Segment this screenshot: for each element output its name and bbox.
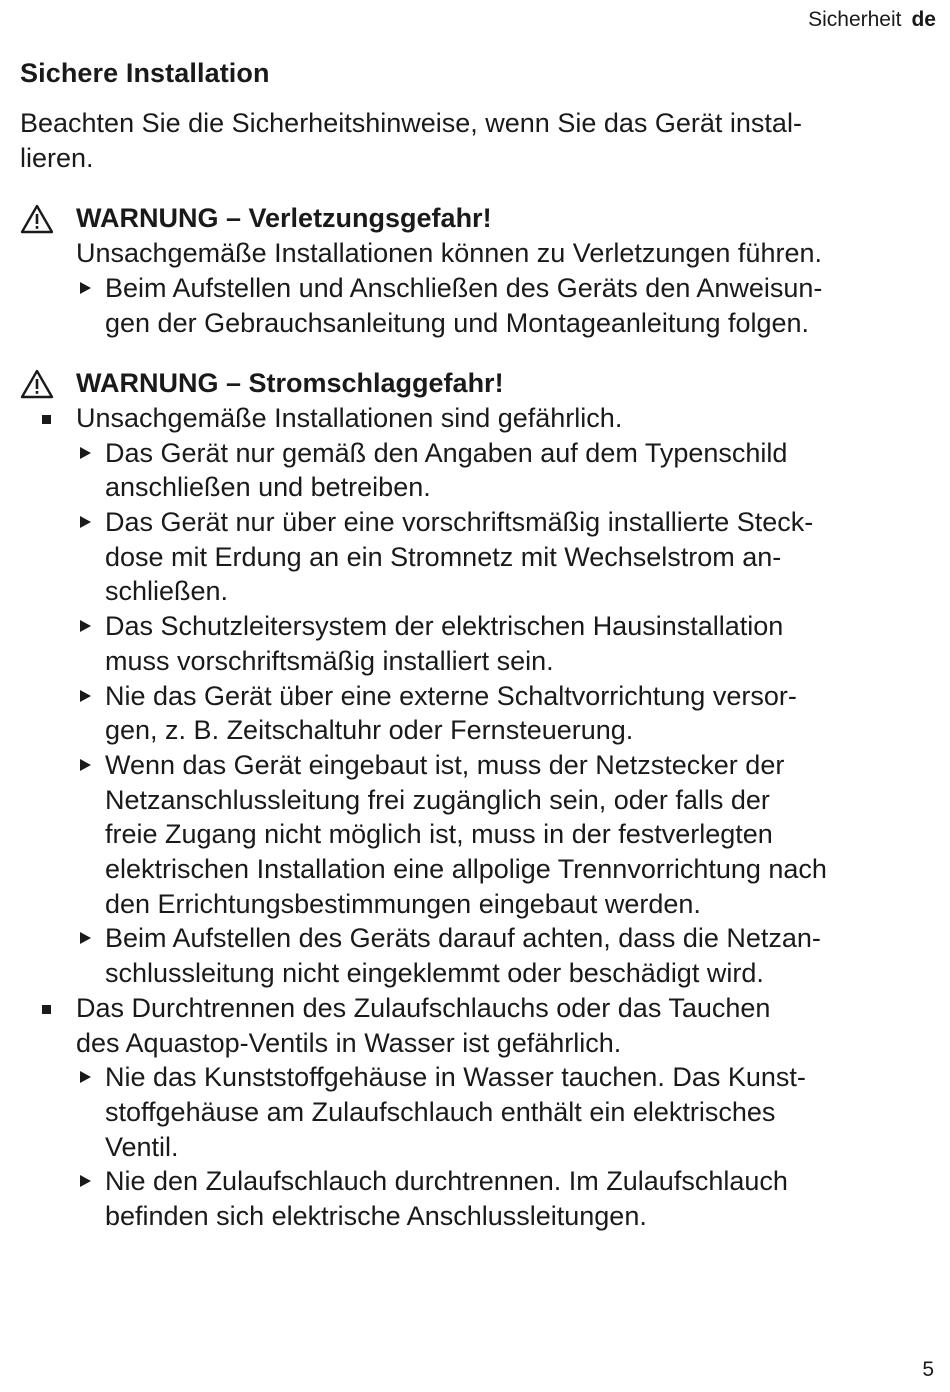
action-item — [20, 1060, 938, 1164]
arrow-right-icon — [80, 759, 91, 771]
bullet-text: Das Durchtrennen des Zulaufschlauchs oder das Tauchen des Aquastop-Ventils in Wasser ist gefährlich. — [76, 992, 771, 1058]
bullet-item — [20, 991, 938, 1060]
arrow-right-icon — [80, 620, 91, 632]
bullet-text: Unsachgemäße Installationen sind gefährlich. — [76, 402, 623, 433]
square-bullet-icon — [42, 1005, 51, 1014]
action-item — [20, 679, 938, 748]
action-text: Nie das Kunststoffgehäuse in Wasser tauchen. Das Kunst- stoffgehäuse am Zulaufschlauch enthält ein elektrisches Ventil. — [105, 1062, 806, 1162]
running-header — [808, 8, 936, 32]
action-item — [20, 436, 938, 505]
action-text: Das Schutzleitersystem der elektrischen Hausinstallation muss vorschriftsmäßig installiert sein. — [105, 611, 784, 676]
action-text: Beim Aufstellen des Geräts darauf achten, dass die Netzan- schlussleitung nicht eingeklemmt oder beschädigt wird. — [105, 923, 821, 989]
action-text: Beim Aufstellen und Anschließen des Geräts den Anweisun- gen der Gebrauchsanleitung und Montageanleitung folgen. — [105, 272, 823, 338]
bullet-item — [20, 401, 938, 436]
action-item — [20, 271, 938, 340]
arrow-right-icon — [80, 282, 91, 294]
action-text: Das Gerät nur gemäß den Angaben auf dem Typenschild anschließen und betreiben. — [105, 437, 788, 503]
action-text: Nie den Zulaufschlauch durchtrennen. Im Zulaufschlauch befinden sich elektrische Anschlussleitungen. — [105, 1166, 788, 1232]
action-item — [20, 921, 938, 990]
arrow-right-icon — [80, 690, 91, 702]
action-text: Wenn das Gerät eingebaut ist, muss der Netzstecker der Netzanschlussleitung frei zugänglich sein, oder falls der freie Zugang nicht möglich ist, muss in der festverlegten elektrischen Installation eine allpolige Trennvorrichtung nach den Errichtungsbestimmungen eingebaut werden. — [105, 749, 827, 919]
action-item — [20, 748, 938, 922]
arrow-right-icon — [80, 447, 91, 459]
content — [20, 106, 938, 1234]
action-item — [20, 1164, 938, 1233]
action-text: Nie das Gerät über eine externe Schaltvorrichtung versor- gen, z. B. Zeitschaltuhr oder Fernsteuerung. — [105, 680, 797, 746]
warning-injury — [20, 201, 938, 340]
action-text: Das Gerät nur über eine vorschriftsmäßig installierte Steck- dose mit Erdung an ein Stromnetz mit Wechselstrom an- schließen. — [105, 507, 814, 607]
square-bullet-icon — [42, 415, 51, 424]
arrow-right-icon — [80, 516, 91, 528]
warning-heading — [20, 366, 938, 401]
arrow-right-icon — [80, 1071, 91, 1083]
warning-heading-text: WARNUNG – Verletzungsgefahr! — [76, 203, 492, 234]
header-language: de — [911, 8, 936, 31]
warning-heading-text: WARNUNG – Stromschlaggefahr! — [76, 368, 504, 399]
arrow-right-icon — [80, 1175, 91, 1187]
header-section: Sicherheit — [808, 8, 902, 31]
arrow-right-icon — [80, 932, 91, 944]
action-item — [20, 609, 938, 678]
warning-triangle-icon — [20, 204, 54, 234]
intro-text: Beachten Sie die Sicherheitshinweise, wenn Sie das Gerät instal- lieren. — [20, 108, 802, 173]
warning-text: Unsachgemäße Installationen können zu Verletzungen führen. — [76, 238, 822, 269]
warning-triangle-icon — [20, 369, 54, 399]
section-title: Sichere Installation — [20, 58, 270, 88]
warning-heading — [20, 201, 938, 236]
page-number: 5 — [922, 1358, 934, 1381]
warning-electric-shock — [20, 366, 938, 1234]
action-item — [20, 505, 938, 609]
